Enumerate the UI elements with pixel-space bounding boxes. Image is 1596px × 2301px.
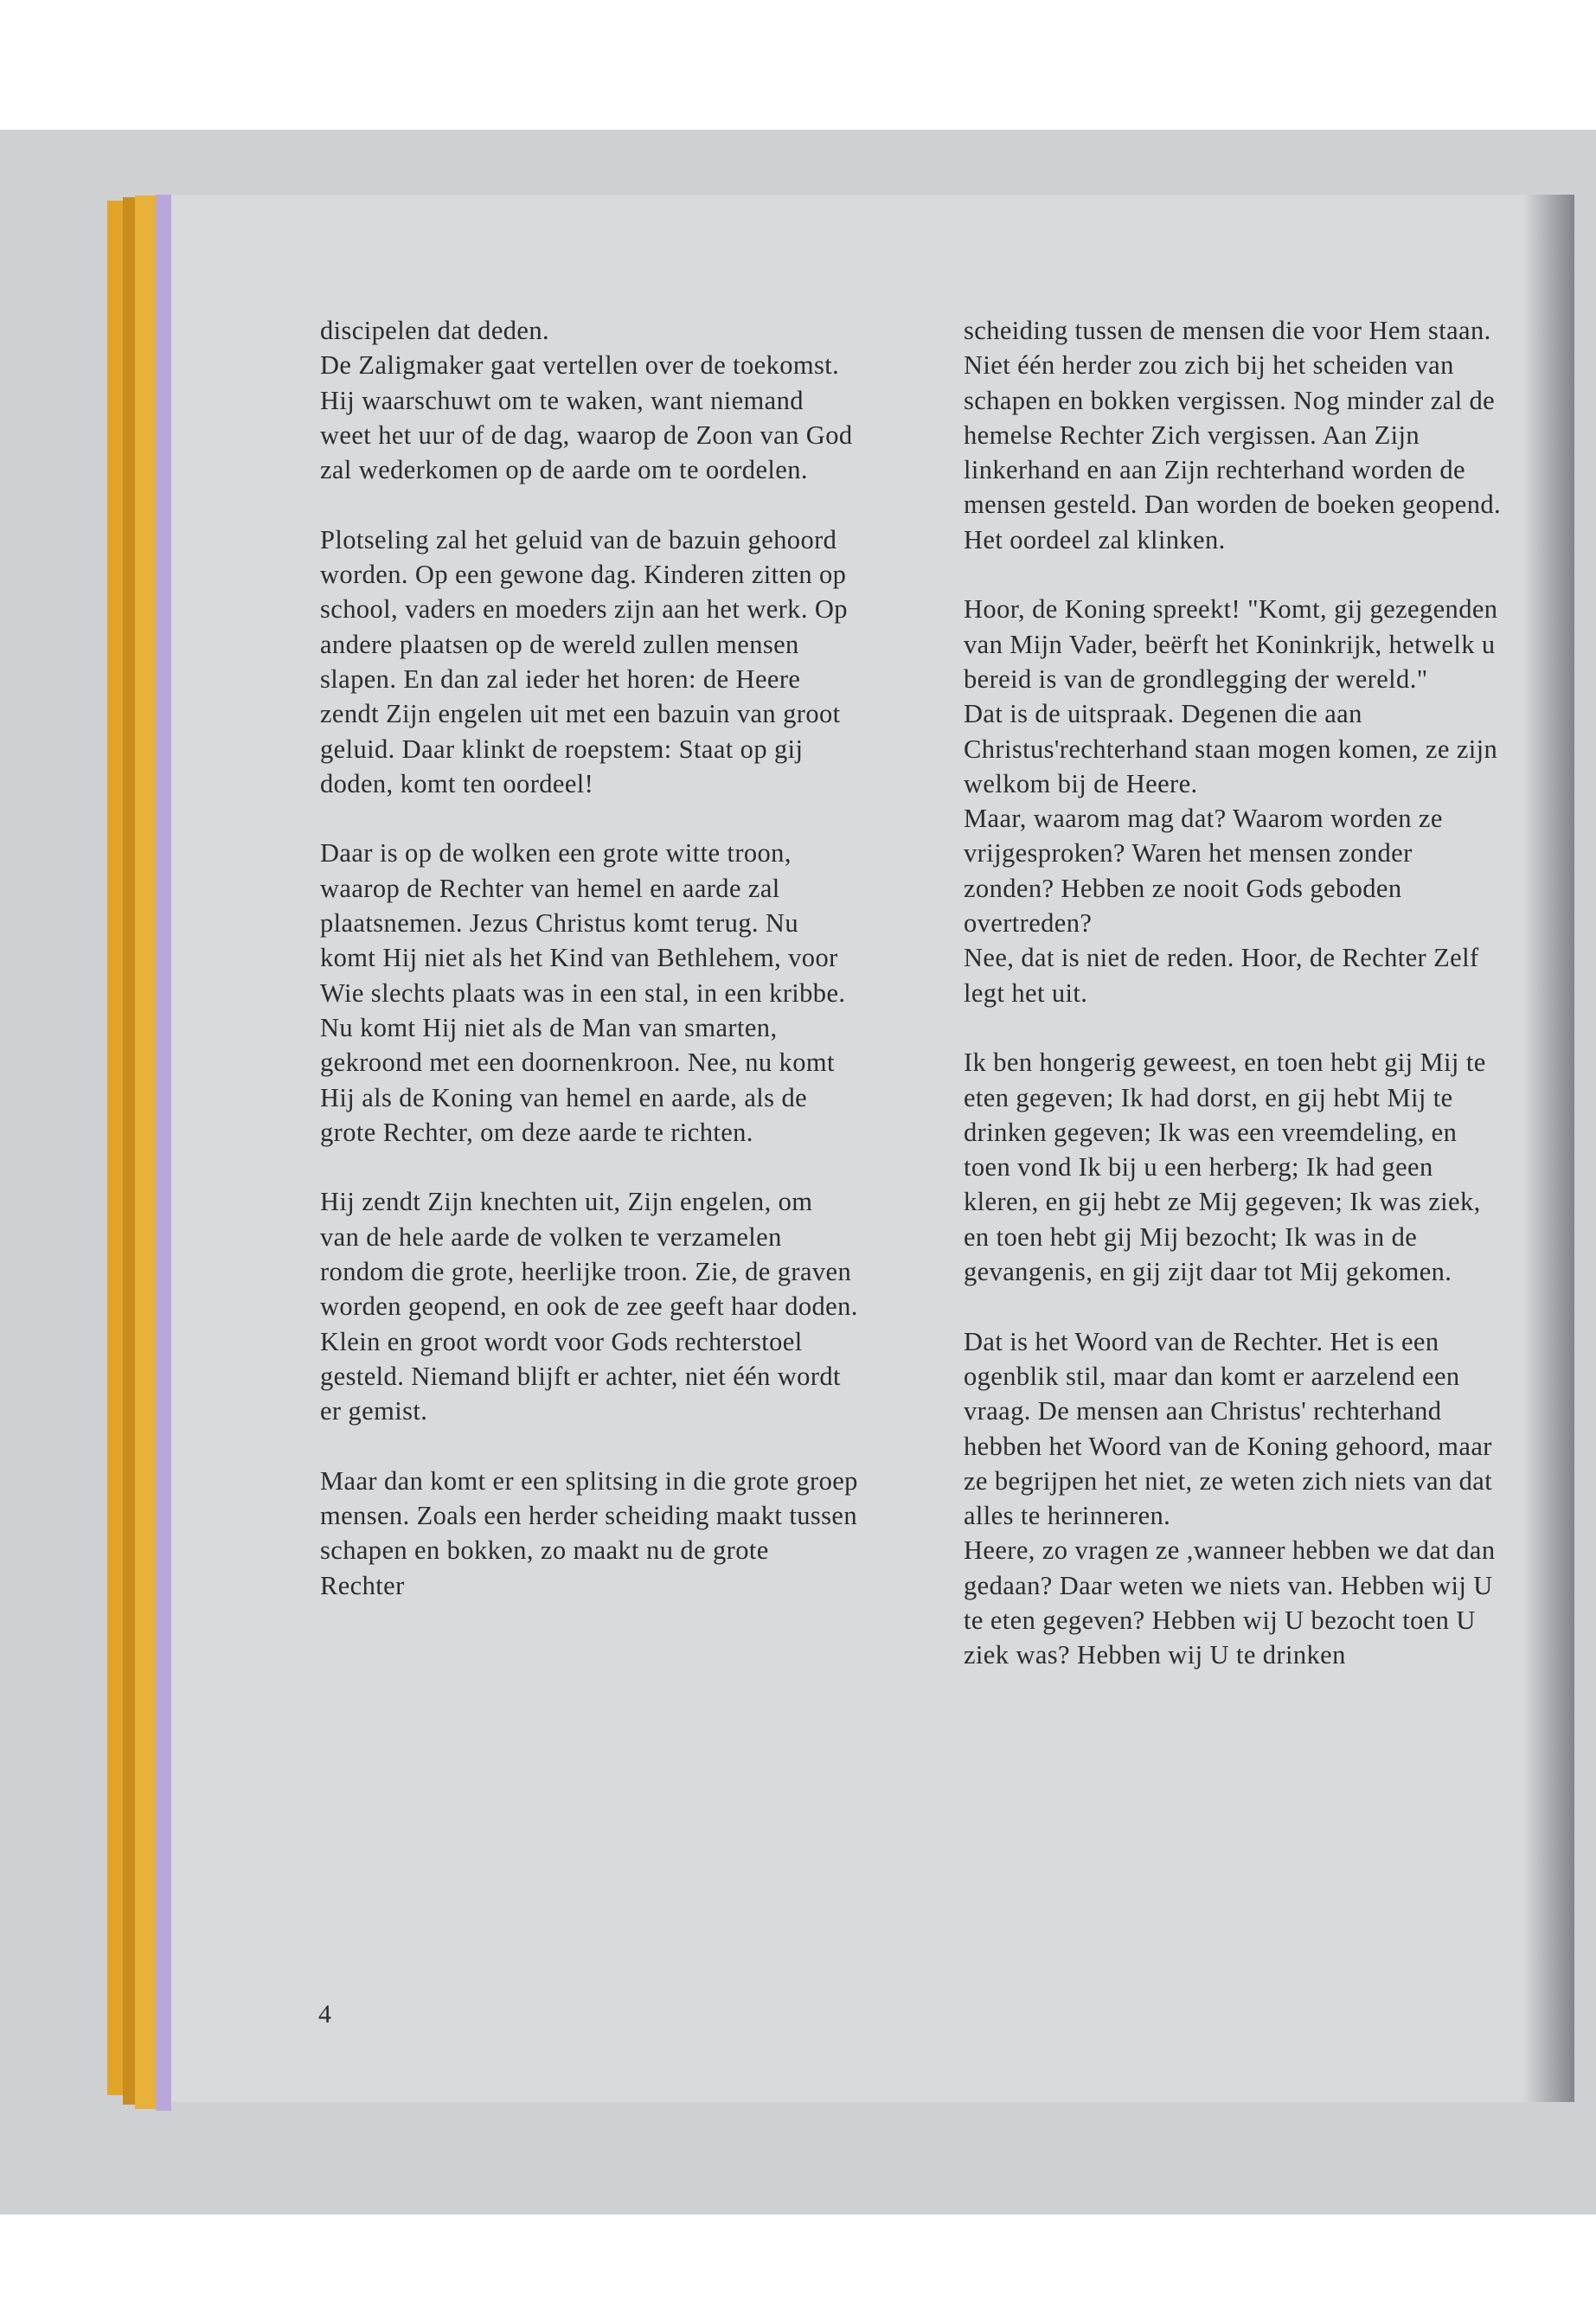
page-edge-purple	[156, 195, 171, 2111]
page-number: 4	[318, 2000, 331, 2029]
paragraph: discipelen dat deden.	[320, 316, 550, 345]
paragraph: Plotseling zal het geluid van de bazuin gehoord worden. Op een gewone dag. Kinderen zitten op school, vaders en moeders zijn aan het werk. Op andere plaatsen op de wereld zullen mensen slapen. En dan zal ieder het horen: de Heere zendt Zijn engelen uit met een bazuin van groot geluid. Daar klinkt de roepstem: Staat op gij doden, komt ten oordeel!	[320, 524, 848, 798]
page-edge-yellow	[135, 195, 156, 2109]
paragraph: Hij zendt Zijn knechten uit, Zijn engelen, om van de hele aarde de volken te verzamelen rondom die grote, heerlijke troon. Zie, de graven worden geopend, en ook de zee geeft haar doden. Klein en groot wordt voor Gods rechterstoel gesteld. Niemand blijft er achter, niet één wordt er gemist.	[320, 1187, 858, 1426]
paragraph: Nee, dat is niet de reden. Hoor, de Rechter Zelf legt het uit.	[964, 943, 1479, 1008]
paragraph: Ik ben hongerig geweest, en toen hebt gij Mij te eten gegeven; Ik had dorst, en gij hebt Mij te drinken gegeven; Ik was een vreemdeling, en toen vond Ik bij u een herberg; Ik had geen kleren, en gij hebt ze Mij gegeven; Ik was ziek, en toen hebt gij Mij bezocht; Ik was in de gevangenis, en gij zijt daar tot Mij gekomen.	[964, 1048, 1486, 1287]
page-edge-dark-orange	[123, 197, 135, 2105]
page-gutter-shadow	[1522, 195, 1574, 2102]
paragraph: Heere, zo vragen ze ,wanneer hebben we dat dan gedaan? Daar weten we niets van. Hebben wij U te eten gegeven? Hebben wij U bezocht toen U ziek was? Hebben wij U te drinken	[964, 1535, 1496, 1670]
paragraph: Maar, waarom mag dat? Waarom worden ze vrijgesproken? Waren het mensen zonder zonden? Hebben ze nooit Gods geboden overtreden?	[964, 804, 1443, 939]
paragraph: Hoor, de Koning spreekt! "Komt, gij gezegenden van Mijn Vader, beërft het Koninkrijk, hetwelk u bereid is van de grondlegging der wereld."	[964, 594, 1498, 694]
paragraph: Maar dan komt er een splitsing in die grote groep mensen. Zoals een herder scheiding maakt tussen schapen en bokken, zo maakt nu de grote Rechter	[320, 1465, 858, 1600]
paragraph: Dat is de uitspraak. Degenen die aan Christus'rechterhand staan mogen komen, ze zijn welkom bij de Heere.	[964, 699, 1498, 798]
paragraph: Dat is het Woord van de Rechter. Het is een ogenblik stil, maar dan komt er aarzelend een vraag. De mensen aan Christus' rechterhand hebben het Woord van de Koning gehoord, maar ze begrijpen het niet, ze weten zich niets van dat alles te herinneren.	[964, 1326, 1493, 1531]
page-edge-orange	[107, 201, 123, 2095]
left-column	[320, 313, 858, 1603]
right-column	[964, 313, 1502, 1673]
paragraph: De Zaligmaker gaat vertellen over de toekomst. Hij waarschuwt om te waken, want niemand weet het uur of de dag, waarop de Zoon van God zal wederkomen op de aarde om te oordelen.	[320, 350, 853, 485]
paragraph: scheiding tussen de mensen die voor Hem staan. Niet één herder zou zich bij het scheiden van schapen en bokken vergissen. Nog minder zal de hemelse Rechter Zich vergissen. Aan Zijn linkerhand en aan Zijn rechterhand worden de mensen gesteld. Dan worden de boeken geopend. Het oordeel zal klinken.	[964, 316, 1502, 554]
paragraph: Daar is op de wolken een grote witte troon, waarop de Rechter van hemel en aarde zal plaatsnemen. Jezus Christus komt terug. Nu komt Hij niet als het Kind van Bethlehem, voor Wie slechts plaats was in een stal, in een kribbe. Nu komt Hij niet als de Man van smarten, gekroond met een doornenkroon. Nee, nu komt Hij als de Koning van hemel en aarde, als de grote Rechter, om deze aarde te richten.	[320, 838, 846, 1147]
